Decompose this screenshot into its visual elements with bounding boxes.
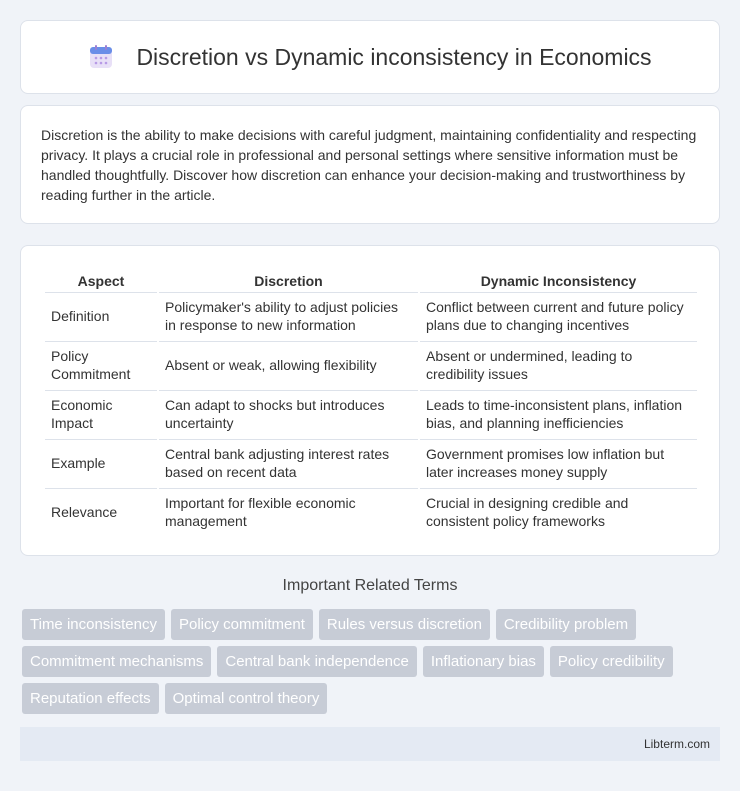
tag-commitment-mechanisms[interactable]: Commitment mechanisms	[22, 646, 211, 677]
table-row	[45, 439, 697, 486]
header-discretion: Discretion	[254, 273, 323, 289]
cell-discretion: Absent or weak, allowing flexibility	[159, 341, 418, 388]
cell-dynamic-inconsistency: Absent or undermined, leading to credibility issues	[420, 341, 697, 388]
header-aspect: Aspect	[77, 273, 125, 289]
related-terms-section	[20, 577, 720, 595]
related-terms-title: Important Related Terms	[282, 577, 458, 594]
table-row	[45, 488, 697, 535]
cell-dynamic-inconsistency: Conflict between current and future policy plans due to changing incentives	[420, 292, 697, 339]
footer	[20, 727, 720, 761]
cell-discretion: Policymaker's ability to adjust policies in response to new information	[159, 292, 418, 339]
comparison-table	[43, 266, 699, 537]
tag-central-bank-independence[interactable]: Central bank independence	[217, 646, 416, 677]
cell-aspect: Example	[45, 439, 157, 486]
header-dynamic-inconsistency: Dynamic Inconsistency	[480, 273, 637, 289]
cell-dynamic-inconsistency: Government promises low inflation but later increases money supply	[420, 439, 697, 486]
cell-discretion: Important for flexible economic management	[159, 488, 418, 535]
tag-rules-versus-discretion[interactable]: Rules versus discretion	[319, 609, 490, 640]
tag-policy-credibility[interactable]: Policy credibility	[550, 646, 673, 677]
tag-reputation-effects[interactable]: Reputation effects	[22, 683, 159, 714]
table-row	[45, 341, 697, 388]
comparison-table-card	[20, 245, 720, 556]
cell-aspect: Definition	[45, 292, 157, 339]
intro-text: Discretion is the ability to make decisions with careful judgment, maintaining confidentiality and respecting privacy. It plays a crucial role in professional and personal settings where sensitive information must be handled thoughtfully. Discover how discretion can enhance your decision-making and trustworthiness by reading further in the article.	[41, 127, 697, 203]
cell-aspect: Relevance	[45, 488, 157, 535]
cell-dynamic-inconsistency: Leads to time-inconsistent plans, inflation bias, and planning inefficiencies	[420, 390, 697, 437]
calendar-icon	[88, 44, 114, 70]
cell-discretion: Can adapt to shocks but introduces uncertainty	[159, 390, 418, 437]
header-card	[20, 20, 720, 94]
tag-inflationary-bias[interactable]: Inflationary bias	[423, 646, 544, 677]
tag-credibility-problem[interactable]: Credibility problem	[496, 609, 636, 640]
cell-discretion: Central bank adjusting interest rates based on recent data	[159, 439, 418, 486]
cell-dynamic-inconsistency: Crucial in designing credible and consistent policy frameworks	[420, 488, 697, 535]
cell-aspect: Economic Impact	[45, 390, 157, 437]
footer-brand[interactable]: Libterm.com	[643, 737, 710, 751]
tag-time-inconsistency[interactable]: Time inconsistency	[22, 609, 165, 640]
table-row	[45, 390, 697, 437]
table-header-row	[45, 268, 697, 290]
page-title: Discretion vs Dynamic inconsistency in Economics	[136, 43, 652, 70]
table-row	[45, 292, 697, 339]
tag-optimal-control-theory[interactable]: Optimal control theory	[165, 683, 328, 714]
intro-card	[20, 105, 720, 224]
tag-policy-commitment[interactable]: Policy commitment	[171, 609, 313, 640]
cell-aspect: Policy Commitment	[45, 341, 157, 388]
related-terms-tags	[22, 609, 722, 720]
